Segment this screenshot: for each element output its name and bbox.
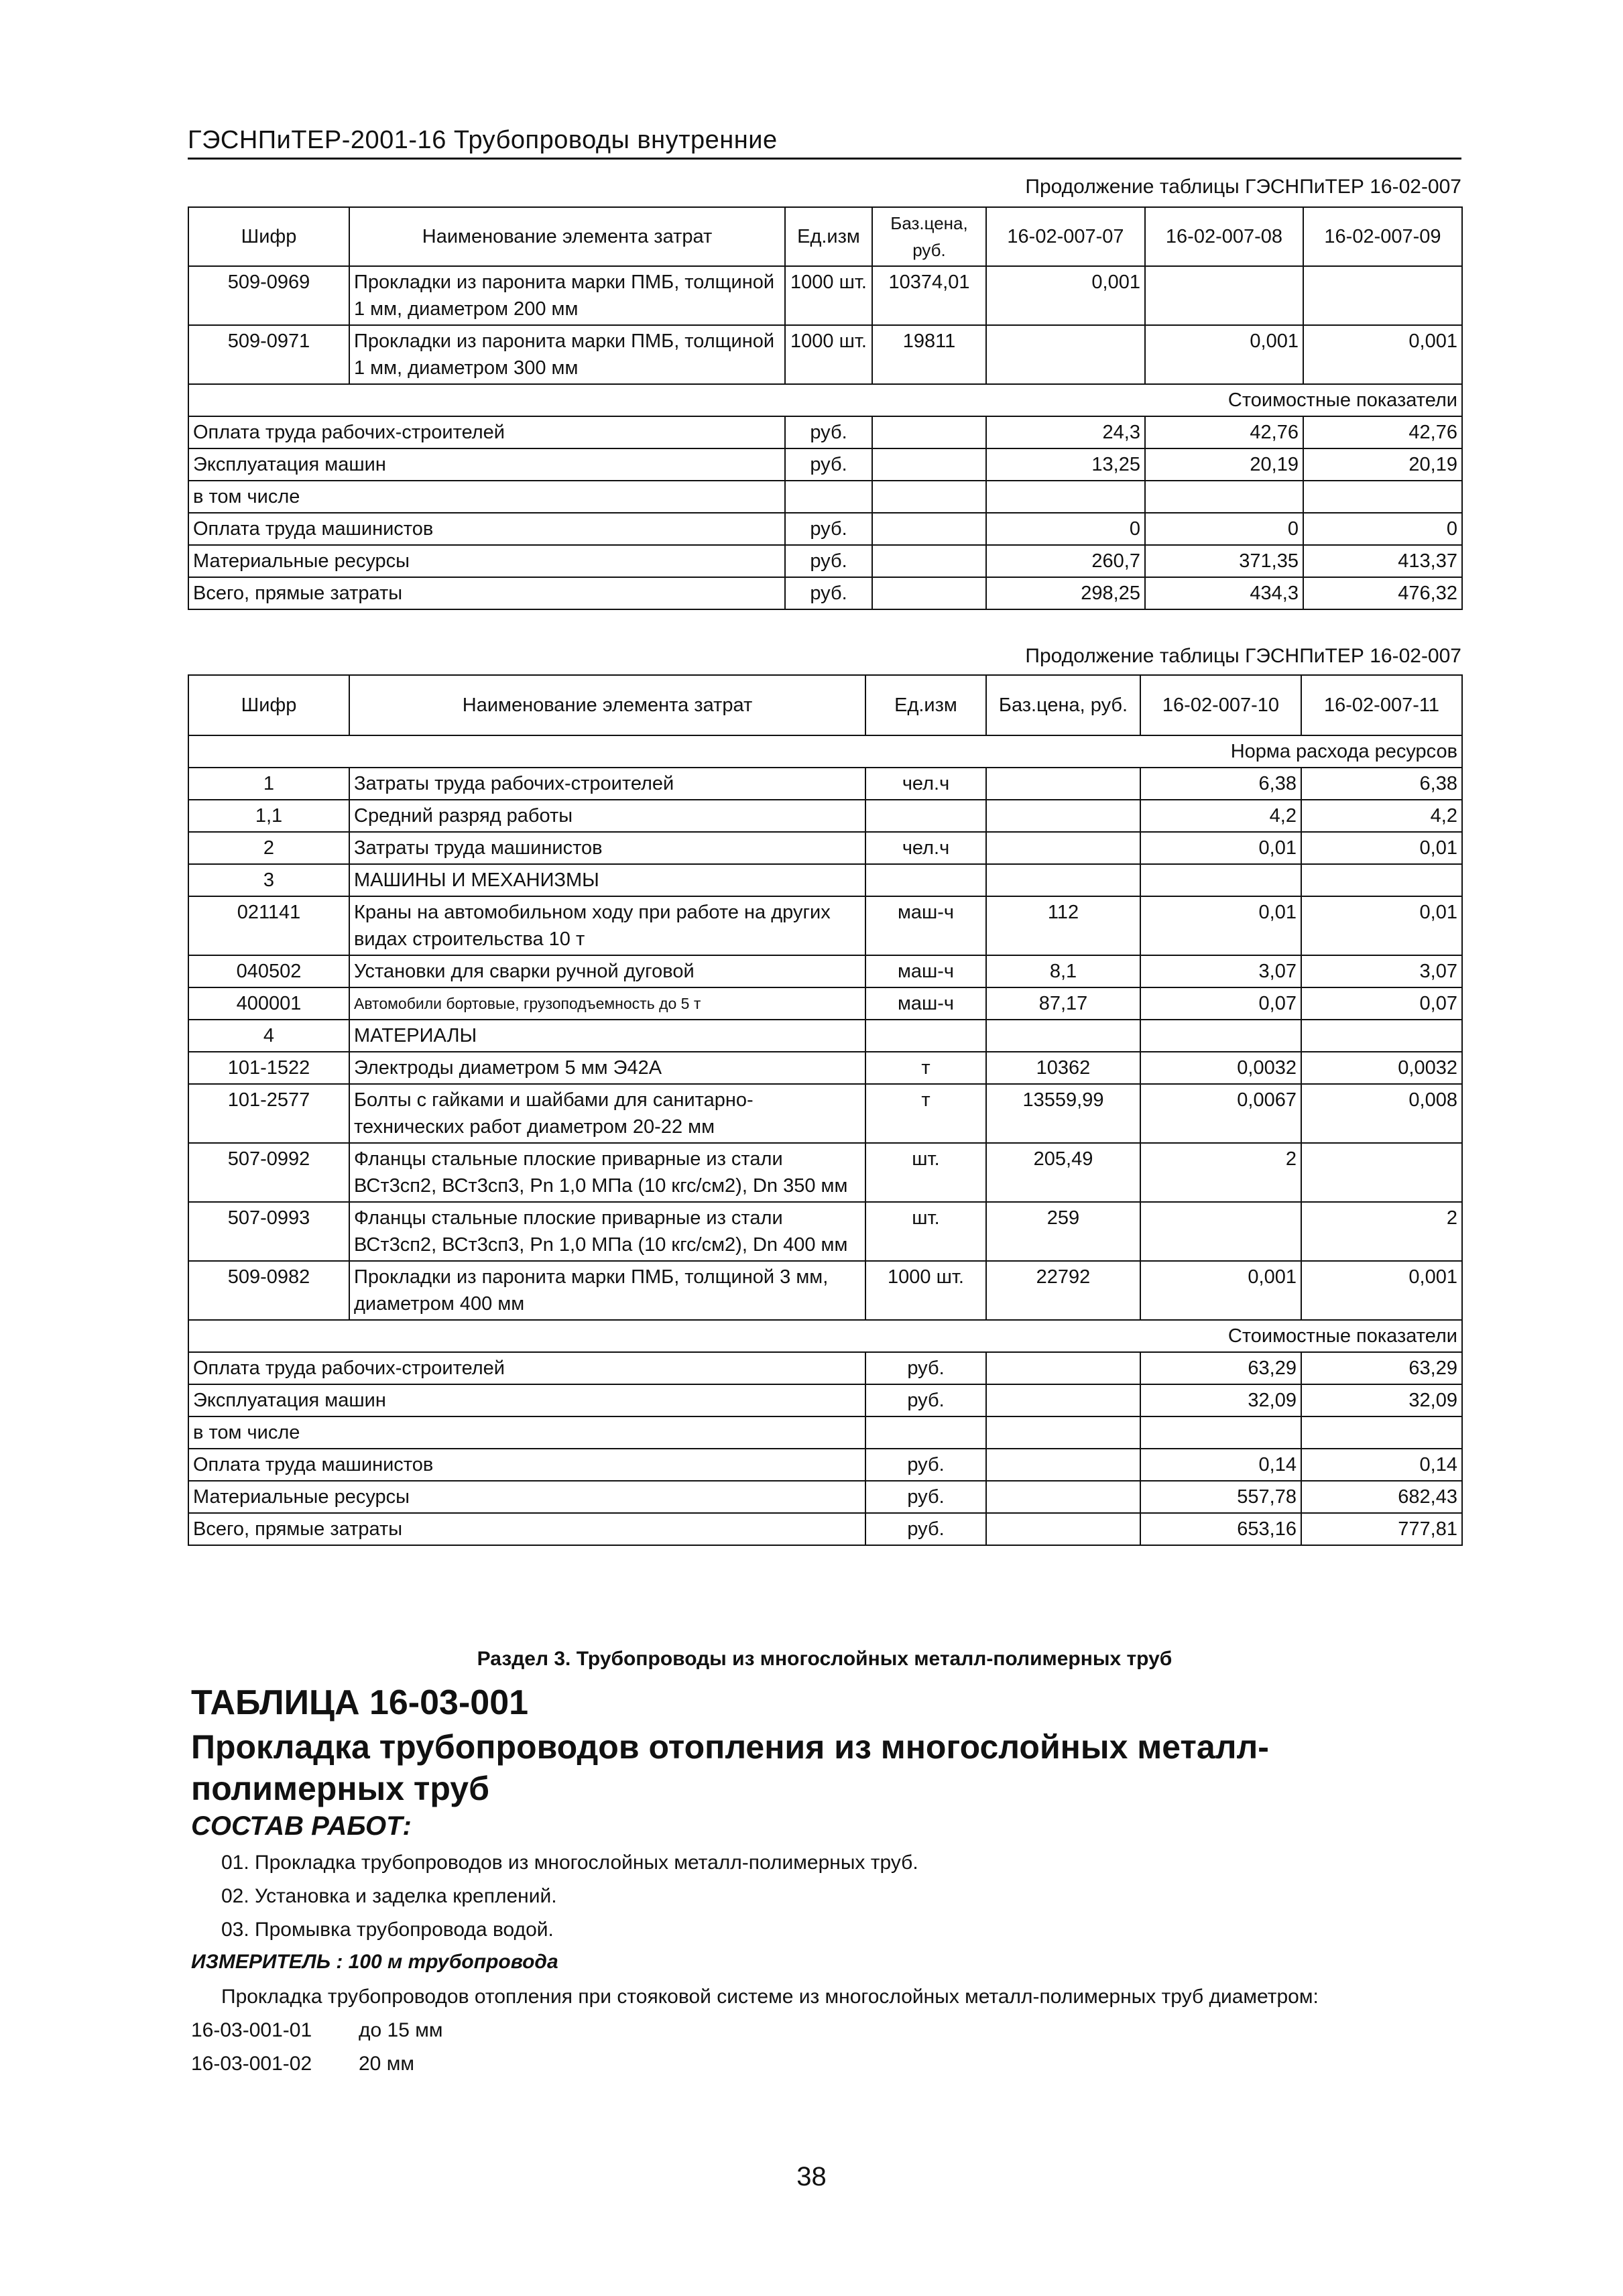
- cost-row: [188, 448, 1462, 481]
- empty-cell: [872, 577, 986, 609]
- empty-cell: [986, 1481, 1140, 1513]
- cost-value: 298,25: [986, 577, 1145, 609]
- table-row: [188, 1143, 1462, 1202]
- row-price: 87,17: [986, 987, 1140, 1020]
- cost-row: [188, 416, 1462, 448]
- row-name: Электроды диаметром 5 мм Э42А: [349, 1052, 865, 1084]
- cost-value: 682,43: [1301, 1481, 1462, 1513]
- cost-name: Эксплуатация машин: [188, 448, 785, 481]
- row-name: Прокладки из паронита марки ПМБ, толщиной 3 мм, диаметром 400 мм: [349, 1261, 865, 1320]
- item-code: 16-03-001-02: [191, 2053, 312, 2075]
- row-unit: 1000 шт.: [785, 325, 872, 384]
- row-name: Прокладки из паронита марки ПМБ, толщиной 1 мм, диаметром 300 мм: [349, 325, 785, 384]
- row-code: 509-0982: [188, 1261, 349, 1320]
- row-value: 4,2: [1140, 800, 1301, 832]
- table-subtitle: Прокладка трубопроводов отопления из многослойных металл-полимерных труб: [191, 1728, 1269, 1807]
- row-value: 0,07: [1140, 987, 1301, 1020]
- cost-name: Материальные ресурсы: [188, 545, 785, 577]
- row-value: 0,01: [1140, 832, 1301, 864]
- row-name: Прокладки из паронита марки ПМБ, толщиной 1 мм, диаметром 200 мм: [349, 266, 785, 325]
- row-code: 101-1522: [188, 1052, 349, 1084]
- row-name: МАШИНЫ И МЕХАНИЗМЫ: [349, 864, 865, 896]
- table-row: [188, 1084, 1462, 1143]
- cost-name: Всего, прямые затраты: [188, 577, 785, 609]
- empty-cell: [986, 1384, 1140, 1416]
- work-item: 01. Прокладка трубопроводов из многослойных металл-полимерных труб.: [221, 1852, 918, 1874]
- cost-row: [188, 1384, 1462, 1416]
- row-value: 2: [1140, 1143, 1301, 1202]
- row-code: 509-0971: [188, 325, 349, 384]
- cost-value: 13,25: [986, 448, 1145, 481]
- cost-row: [188, 513, 1462, 545]
- row-name: Затраты труда рабочих-строителей: [349, 768, 865, 800]
- row-value: 0,001: [1301, 1261, 1462, 1320]
- row-value: 4,2: [1301, 800, 1462, 832]
- row-value: [1301, 864, 1462, 896]
- section-title: Раздел 3. Трубопроводы из многослойных металл-полимерных труб: [477, 1648, 1173, 1670]
- cost-unit: руб.: [785, 577, 872, 609]
- row-price: 259: [986, 1202, 1140, 1261]
- cost-unit: руб.: [785, 513, 872, 545]
- cost-value: 24,3: [986, 416, 1145, 448]
- table-row: [188, 768, 1462, 800]
- row-value: 3,07: [1140, 955, 1301, 987]
- row-value: 2: [1301, 1202, 1462, 1261]
- cost-name: Материальные ресурсы: [188, 1481, 865, 1513]
- table-row: [188, 1020, 1462, 1052]
- cost-heading-row: [188, 1320, 1462, 1352]
- row-value: 0,001: [1145, 325, 1303, 384]
- column-header: 16-02-007-11: [1301, 675, 1462, 735]
- cost-value: 413,37: [1303, 545, 1462, 577]
- cost-unit: руб.: [785, 545, 872, 577]
- row-value: 0,0067: [1140, 1084, 1301, 1143]
- row-price: 112: [986, 896, 1140, 955]
- table1: [188, 206, 1463, 610]
- column-header: Шифр: [188, 207, 349, 266]
- cost-row: [188, 1449, 1462, 1481]
- row-unit: 1000 шт.: [785, 266, 872, 325]
- row-value: 0,07: [1301, 987, 1462, 1020]
- row-price: 8,1: [986, 955, 1140, 987]
- row-code: 1,1: [188, 800, 349, 832]
- cost-value: 777,81: [1301, 1513, 1462, 1545]
- row-price: 10362: [986, 1052, 1140, 1084]
- row-unit: т: [865, 1052, 986, 1084]
- cost-name: Оплата труда машинистов: [188, 513, 785, 545]
- table-row: [188, 1261, 1462, 1320]
- item-label: до 15 мм: [359, 2019, 443, 2041]
- table-row: [188, 1052, 1462, 1084]
- row-code: 507-0992: [188, 1143, 349, 1202]
- row-value: 3,07: [1301, 955, 1462, 987]
- row-price: 10374,01: [872, 266, 986, 325]
- work-item: 03. Промывка трубопровода водой.: [221, 1919, 554, 1941]
- empty-cell: [872, 545, 986, 577]
- row-name: Фланцы стальные плоские приварные из стали ВСт3сп2, ВСт3сп3, Рn 1,0 МПа (10 кгс/см2), Dn 400 мм: [349, 1202, 865, 1261]
- cost-unit: руб.: [865, 1481, 986, 1513]
- row-price: 13559,99: [986, 1084, 1140, 1143]
- row-unit: чел.ч: [865, 768, 986, 800]
- row-value: 0,01: [1301, 896, 1462, 955]
- row-name: Автомобили бортовые, грузоподъемность до 5 т: [349, 987, 865, 1020]
- row-price: [986, 864, 1140, 896]
- row-price: [986, 768, 1140, 800]
- row-unit: т: [865, 1084, 986, 1143]
- description: Прокладка трубопроводов отопления при стояковой системе из многослойных металл-полимерных труб диаметром:: [221, 1986, 1319, 2008]
- page-header: ГЭСНПиТЕР-2001-16 Трубопроводы внутренние: [188, 126, 1461, 160]
- cost-value: 0: [986, 513, 1145, 545]
- cost-unit: руб.: [785, 448, 872, 481]
- cost-value: 32,09: [1301, 1384, 1462, 1416]
- cost-value: 476,32: [1303, 577, 1462, 609]
- row-unit: [865, 1020, 986, 1052]
- row-value: 0,01: [1140, 896, 1301, 955]
- cost-value: [1140, 1416, 1301, 1449]
- cost-name: Оплата труда рабочих-строителей: [188, 416, 785, 448]
- cost-unit: руб.: [865, 1352, 986, 1384]
- row-price: 19811: [872, 325, 986, 384]
- cost-value: [1145, 481, 1303, 513]
- table2: [188, 674, 1463, 1546]
- row-code: 2: [188, 832, 349, 864]
- row-value: 0,01: [1301, 832, 1462, 864]
- empty-cell: [986, 1416, 1140, 1449]
- row-unit: маш-ч: [865, 987, 986, 1020]
- column-header: Наименование элемента затрат: [349, 675, 865, 735]
- row-name: Фланцы стальные плоские приварные из стали ВСт3сп2, ВСт3сп3, Рn 1,0 МПа (10 кгс/см2), Dn 350 мм: [349, 1143, 865, 1202]
- row-name: Болты с гайками и шайбами для санитарно-технических работ диаметром 20-22 мм: [349, 1084, 865, 1143]
- column-header: Ед.изм: [785, 207, 872, 266]
- row-code: 4: [188, 1020, 349, 1052]
- row-value: 0,008: [1301, 1084, 1462, 1143]
- column-header: 16-02-007-10: [1140, 675, 1301, 735]
- cost-unit: [865, 1416, 986, 1449]
- empty-cell: [986, 1513, 1140, 1545]
- cost-name: Эксплуатация машин: [188, 1384, 865, 1416]
- cost-value: 20,19: [1303, 448, 1462, 481]
- cost-value: 32,09: [1140, 1384, 1301, 1416]
- item-code: 16-03-001-01: [191, 2019, 312, 2041]
- page-number: 38: [796, 2162, 827, 2191]
- cost-row: [188, 481, 1462, 513]
- row-price: 205,49: [986, 1143, 1140, 1202]
- column-header: Наименование элемента затрат: [349, 207, 785, 266]
- cost-value: [1303, 481, 1462, 513]
- column-header: 16-02-007-08: [1145, 207, 1303, 266]
- cost-row: [188, 545, 1462, 577]
- cost-heading: Стоимостные показатели: [188, 384, 1462, 416]
- table2-caption: Продолжение таблицы ГЭСНПиТЕР 16-02-007: [1025, 645, 1461, 667]
- row-unit: шт.: [865, 1143, 986, 1202]
- column-header: Ед.изм: [865, 675, 986, 735]
- empty-cell: [872, 416, 986, 448]
- cost-unit: руб.: [865, 1513, 986, 1545]
- cost-value: [1301, 1416, 1462, 1449]
- cost-value: 63,29: [1301, 1352, 1462, 1384]
- row-code: 021141: [188, 896, 349, 955]
- row-value: 0,001: [1140, 1261, 1301, 1320]
- cost-value: [986, 481, 1145, 513]
- cost-value: 0: [1303, 513, 1462, 545]
- table-row: [188, 955, 1462, 987]
- cost-row: [188, 1481, 1462, 1513]
- norm-heading: Норма расхода ресурсов: [188, 735, 1462, 768]
- row-value: 6,38: [1301, 768, 1462, 800]
- empty-cell: [986, 1352, 1140, 1384]
- row-value: 0,001: [1303, 325, 1462, 384]
- table1-header-row: [188, 207, 1462, 266]
- cost-value: 63,29: [1140, 1352, 1301, 1384]
- cost-heading-row: [188, 384, 1462, 416]
- row-value: [986, 325, 1145, 384]
- cost-unit: руб.: [785, 416, 872, 448]
- cost-row: [188, 577, 1462, 609]
- empty-cell: [872, 481, 986, 513]
- table2-header-row: [188, 675, 1462, 735]
- column-header: Шифр: [188, 675, 349, 735]
- row-value: [1140, 1202, 1301, 1261]
- cost-name: Всего, прямые затраты: [188, 1513, 865, 1545]
- meter: ИЗМЕРИТЕЛЬ : 100 м трубопровода: [191, 1951, 558, 1973]
- row-unit: маш-ч: [865, 955, 986, 987]
- norm-heading-row: [188, 735, 1462, 768]
- table-row: [188, 1202, 1462, 1261]
- row-value: [1301, 1143, 1462, 1202]
- cost-value: 653,16: [1140, 1513, 1301, 1545]
- row-price: 22792: [986, 1261, 1140, 1320]
- cost-unit: руб.: [865, 1384, 986, 1416]
- cost-name: Оплата труда машинистов: [188, 1449, 865, 1481]
- cost-value: 434,3: [1145, 577, 1303, 609]
- row-name: Краны на автомобильном ходу при работе на других видах строительства 10 т: [349, 896, 865, 955]
- column-header: Баз.цена, руб.: [872, 207, 986, 266]
- row-code: 400001: [188, 987, 349, 1020]
- work-item: 02. Установка и заделка креплений.: [221, 1885, 557, 1907]
- row-code: 1: [188, 768, 349, 800]
- row-price: [986, 800, 1140, 832]
- row-unit: шт.: [865, 1202, 986, 1261]
- row-unit: [865, 800, 986, 832]
- cost-value: 0,14: [1301, 1449, 1462, 1481]
- row-name: Установки для сварки ручной дуговой: [349, 955, 865, 987]
- item-label: 20 мм: [359, 2053, 414, 2075]
- empty-cell: [872, 513, 986, 545]
- row-value: [1140, 864, 1301, 896]
- table-row: [188, 896, 1462, 955]
- cost-value: 42,76: [1303, 416, 1462, 448]
- cost-unit: [785, 481, 872, 513]
- row-value: 0,0032: [1301, 1052, 1462, 1084]
- column-header: 16-02-007-09: [1303, 207, 1462, 266]
- empty-cell: [872, 448, 986, 481]
- cost-name: Оплата труда рабочих-строителей: [188, 1352, 865, 1384]
- row-name: Средний разряд работы: [349, 800, 865, 832]
- row-value: [1301, 1020, 1462, 1052]
- row-code: 3: [188, 864, 349, 896]
- row-name: МАТЕРИАЛЫ: [349, 1020, 865, 1052]
- row-name: Затраты труда машинистов: [349, 832, 865, 864]
- table-row: [188, 864, 1462, 896]
- cost-value: 0,14: [1140, 1449, 1301, 1481]
- row-price: [986, 1020, 1140, 1052]
- cost-name: в том числе: [188, 481, 785, 513]
- cost-value: 20,19: [1145, 448, 1303, 481]
- cost-row: [188, 1513, 1462, 1545]
- column-header: 16-02-007-07: [986, 207, 1145, 266]
- row-price: [986, 832, 1140, 864]
- row-code: 040502: [188, 955, 349, 987]
- table-row: [188, 800, 1462, 832]
- row-value: [1303, 266, 1462, 325]
- row-unit: маш-ч: [865, 896, 986, 955]
- row-code: 101-2577: [188, 1084, 349, 1143]
- table1-caption: Продолжение таблицы ГЭСНПиТЕР 16-02-007: [1025, 176, 1461, 198]
- cost-heading: Стоимостные показатели: [188, 1320, 1462, 1352]
- cost-value: 371,35: [1145, 545, 1303, 577]
- table-row: [188, 832, 1462, 864]
- works-title: СОСТАВ РАБОТ:: [191, 1811, 412, 1841]
- row-code: 507-0993: [188, 1202, 349, 1261]
- empty-cell: [986, 1449, 1140, 1481]
- cost-value: 42,76: [1145, 416, 1303, 448]
- cost-value: 260,7: [986, 545, 1145, 577]
- row-value: [1140, 1020, 1301, 1052]
- row-unit: чел.ч: [865, 832, 986, 864]
- cost-value: 557,78: [1140, 1481, 1301, 1513]
- table-title: ТАБЛИЦА 16-03-001: [191, 1683, 529, 1722]
- table-row: [188, 266, 1462, 325]
- row-value: 0,001: [986, 266, 1145, 325]
- cost-name: в том числе: [188, 1416, 865, 1449]
- cost-unit: руб.: [865, 1449, 986, 1481]
- column-header: Баз.цена, руб.: [986, 675, 1140, 735]
- row-value: [1145, 266, 1303, 325]
- row-unit: [865, 864, 986, 896]
- cost-row: [188, 1352, 1462, 1384]
- cost-row: [188, 1416, 1462, 1449]
- cost-value: 0: [1145, 513, 1303, 545]
- table-row: [188, 325, 1462, 384]
- row-unit: 1000 шт.: [865, 1261, 986, 1320]
- row-value: 6,38: [1140, 768, 1301, 800]
- row-value: 0,0032: [1140, 1052, 1301, 1084]
- row-code: 509-0969: [188, 266, 349, 325]
- table-row: [188, 987, 1462, 1020]
